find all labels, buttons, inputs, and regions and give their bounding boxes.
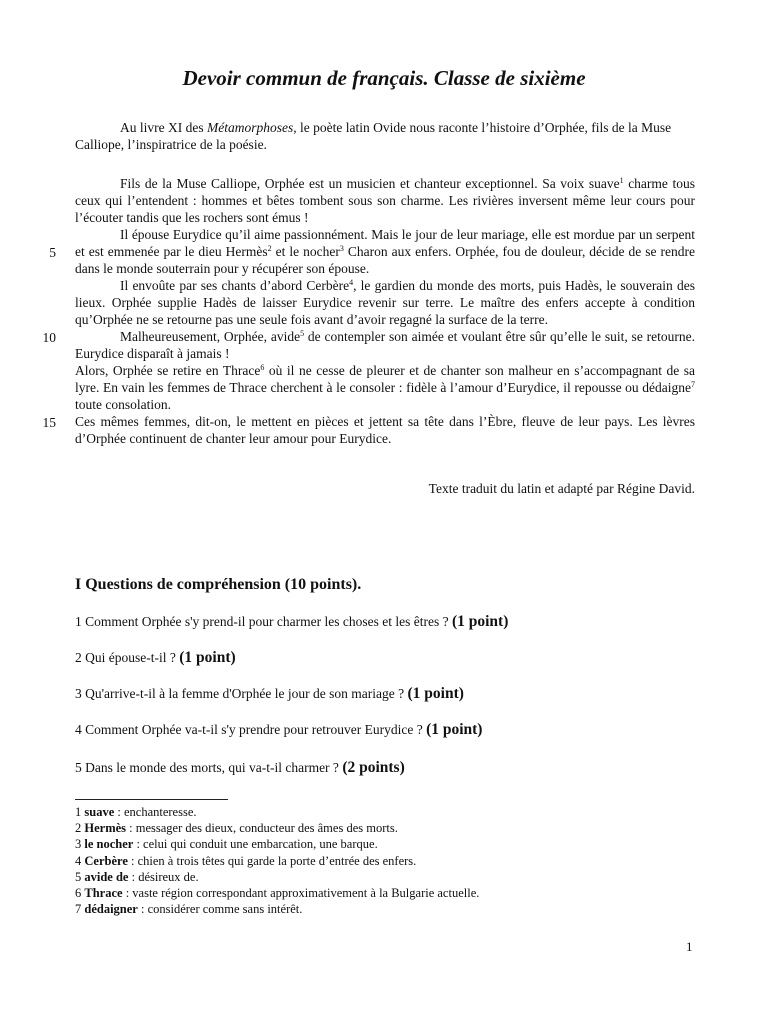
footnote-definition: : désireux de.: [128, 869, 199, 884]
line-number: 5: [49, 245, 56, 260]
question-text: 2 Qui épouse-t-il ?: [75, 650, 176, 665]
footnote-ref: 5: [300, 329, 305, 338]
text-run: toute consolation.: [75, 397, 171, 412]
footnote-definition: : enchanteresse.: [114, 805, 197, 819]
line-number: 10: [42, 330, 56, 345]
footnote: [75, 820, 479, 836]
footnote-ref: 1: [619, 176, 624, 185]
intro-text-start: Au livre XI des: [120, 120, 207, 135]
question-points: (2 points): [342, 759, 405, 776]
intro-paragraph: [75, 119, 695, 153]
intro-text-end: , le poète latin Ovide nous raconte l’histoire d’Orphée, fils de la Muse Calliope, l’inspiratrice de la poésie.: [75, 120, 672, 152]
question-points: (1 point): [451, 613, 509, 630]
footnote-term: suave: [84, 805, 115, 819]
question-points: (1 point): [407, 685, 464, 702]
footnote-term: Cerbère: [84, 853, 128, 868]
paragraph-3: [75, 277, 695, 328]
question-text: 1 Comment Orphée s'y prend-il pour charmer les choses et les êtres ?: [75, 614, 449, 629]
footnote-number: 5: [75, 869, 82, 884]
footnote-term: avide de: [84, 869, 129, 884]
text-run: Il épouse Eurydice qu’il aime passionnément. Mais le jour de leur mariage, elle est mordue par un serpent et est emmenée par le dieu Hermès: [75, 227, 695, 259]
translation-credit: Texte traduit du latin et adapté par Régine David.: [428, 481, 695, 496]
question-text: 5 Dans le monde des morts, qui va-t-il charmer ?: [75, 760, 339, 775]
paragraph-2: [75, 226, 695, 277]
page-title: Devoir commun de français. Classe de sixième: [182, 66, 586, 90]
footnote: [75, 804, 479, 820]
footnote-term: Hermès: [84, 821, 127, 836]
footnote-definition: : considérer comme sans intérêt.: [137, 902, 303, 917]
text-run: Malheureusement, Orphée, avide: [120, 329, 301, 344]
footnote: [75, 869, 479, 885]
question-4: [75, 721, 482, 739]
text-run: où il ne cesse de pleurer et de chanter son malheur en s’accompagnant de sa lyre. En vain les femmes de Thrace cherchent à le consoler : fidèle à l’amour d’Eurydice, il repousse ou dédaigne: [75, 363, 695, 395]
footnote-number: 7: [75, 902, 82, 917]
questions-heading: I Questions de compréhension (10 points).: [75, 576, 362, 593]
footnote: [75, 885, 479, 901]
text-run: Alors, Orphée se retire en Thrace: [75, 363, 261, 378]
paragraph-6: Ces mêmes femmes, dit-on, le mettent en pièces et jettent sa tête dans l’Èbre, fleuve de leur pays. Les lèvres d’Orphée continuent de chanter leur amour pour Eurydice.: [75, 414, 695, 446]
text-run: Fils de la Muse Calliope, Orphée est un musicien et chanteur exceptionnel. Sa voix suave: [120, 176, 620, 191]
footnote-ref: 2: [267, 244, 272, 253]
text-run: Charon aux enfers. Orphée, fou de douleur, décide de se rendre dans le monde souterrain pour y récupérer son épouse.: [75, 244, 695, 276]
footnote-definition: : vaste région correspondant approximativement à la Bulgarie actuelle.: [122, 886, 480, 901]
footnote-ref: 7: [691, 380, 695, 389]
footnote: [75, 853, 479, 869]
line-number: 15: [42, 415, 56, 430]
footnote-number: 1: [75, 805, 82, 819]
question-1: [75, 613, 508, 631]
question-text: 4 Comment Orphée va-t-il s'y prendre pour retrouver Eurydice ?: [75, 722, 423, 737]
question-text: 3 Qu'arrive-t-il à la femme d'Orphée le jour de son mariage ?: [75, 686, 405, 701]
question-5: [75, 759, 405, 777]
footnote: [75, 836, 479, 852]
footnote-term: dédaigner: [84, 902, 138, 917]
main-text: [75, 175, 695, 447]
footnote-separator: [75, 799, 228, 800]
footnote-term: Thrace: [84, 886, 123, 901]
footnote-definition: : messager des dieux, conducteur des âmes des morts.: [126, 821, 398, 836]
footnote-ref: 3: [339, 244, 344, 253]
paragraph-4: [75, 328, 695, 362]
footnote-term: le nocher: [84, 837, 134, 852]
text-run: charme tous ceux qui l’entendent : hommes et bêtes tombent sous son charme. Les rivières inversent même leur cours pour l’écouter tandis que les rochers sont émus !: [75, 176, 695, 225]
text-run: de contempler son aimée et voulant être sûr qu’elle le suit, se retourne. Eurydice disparaît à jamais !: [75, 329, 695, 361]
paragraph-1: [75, 175, 695, 226]
footnote-number: 4: [75, 853, 82, 868]
book-title: Métamorphoses: [206, 120, 294, 135]
question-points: (1 point): [179, 649, 236, 666]
text-run: Il envoûte par ses chants d’abord Cerbère: [120, 278, 350, 293]
text-run: , le gardien du monde des morts, puis Hadès, le souverain des lieux. Orphée supplie Hadès de laisser Eurydice revenir sur terre. Le maître des enfers accepte à condition qu’Orphée ne se retourne pas une seule fois avant d’avoir regagné la surface de la terre.: [75, 278, 695, 327]
text-run: et le nocher: [271, 244, 340, 259]
footnote-definition: : chien à trois têtes qui garde la porte d’entrée des enfers.: [127, 853, 417, 868]
question-2: [75, 649, 236, 667]
footnote-number: 6: [75, 886, 82, 901]
question-points: (1 point): [426, 721, 483, 738]
paragraph-5: [75, 362, 695, 413]
footnote: [75, 901, 479, 917]
footnote-number: 3: [75, 837, 82, 852]
page-number: 1: [686, 939, 693, 954]
footnote-ref: 4: [349, 278, 354, 287]
footnotes-list: [75, 804, 479, 917]
question-3: [75, 685, 464, 703]
footnote-ref: 6: [260, 363, 265, 372]
footnote-definition: : celui qui conduit une embarcation, une barque.: [133, 837, 378, 852]
footnote-number: 2: [75, 821, 82, 836]
